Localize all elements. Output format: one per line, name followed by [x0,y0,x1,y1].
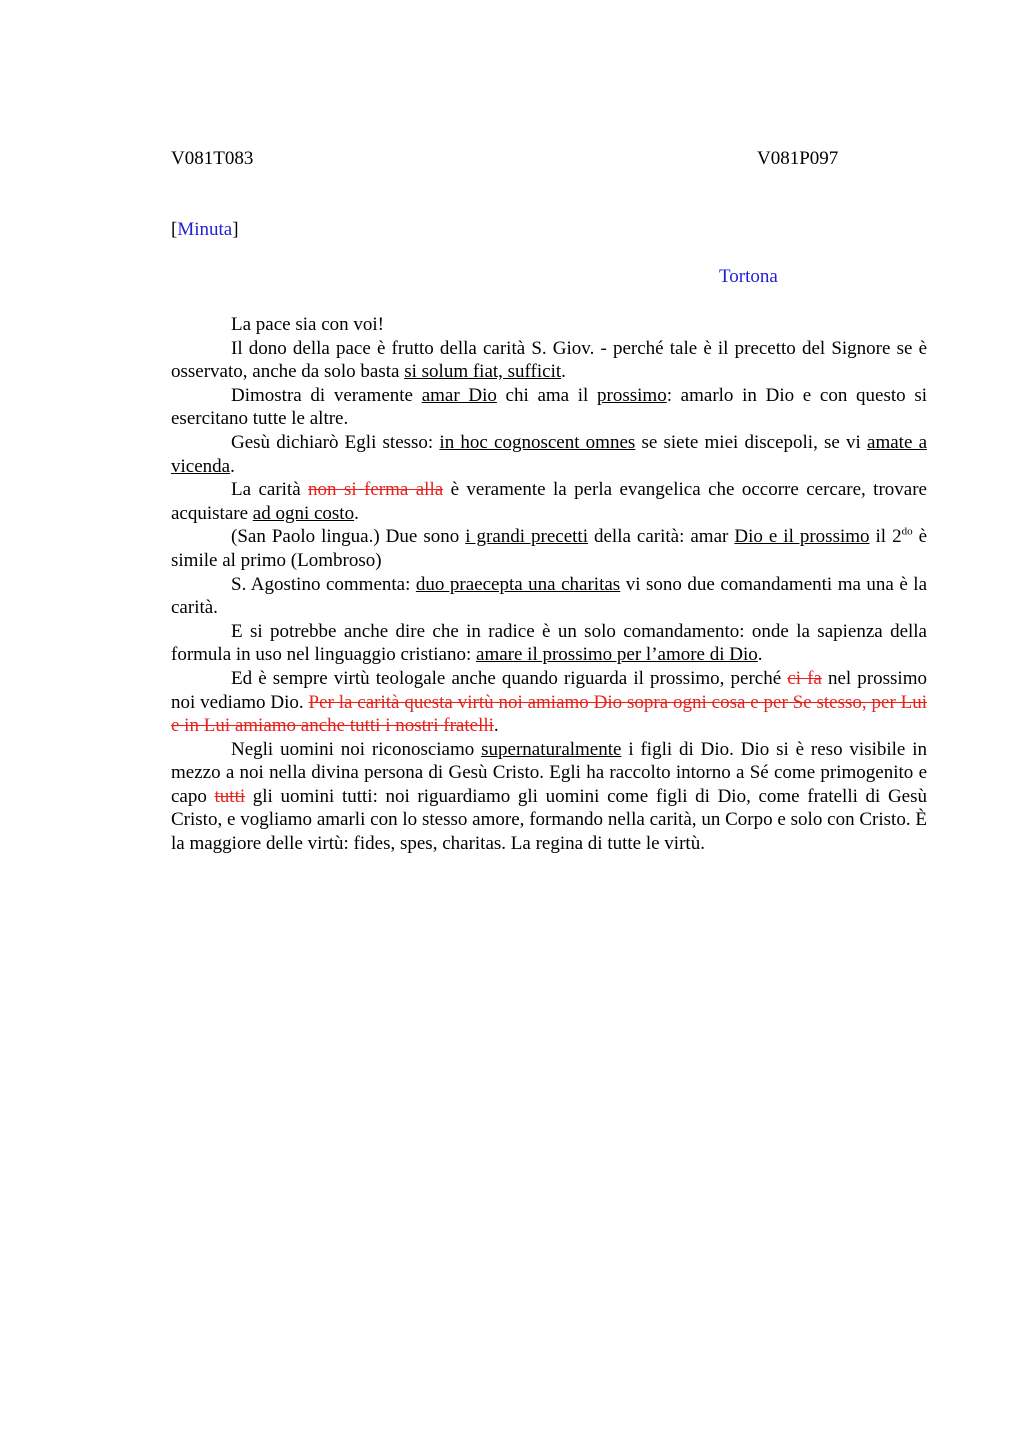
text-run: . [354,502,359,524]
superscript: do [901,526,913,539]
underlined-text: duo praecepta una charitas [415,573,621,595]
text-run: Negli uomini noi riconosciamo [231,738,482,760]
paragraph-9 [171,667,927,738]
paragraph-1 [171,313,927,337]
text-run: : amarlo in Dio e con questo si esercitano tutte le altre. [171,384,927,430]
bracket-open: [ [171,219,178,240]
underlined-text: ad ogni costo [252,502,355,524]
text-run: S. Agostino commenta: [231,573,416,595]
text-run: vi sono due comandamenti ma una è la carità. [171,573,928,619]
text-run: della carità: amar [588,526,735,548]
underlined-text: amare il prossimo per l’amore di Dio [476,644,758,666]
paragraph-10 [171,738,927,856]
underlined-text: si solum fiat, sufficit [404,361,562,383]
place-name: Tortona [719,266,778,287]
text-run: Gesù dichiarò Egli stesso: [231,431,440,453]
deleted-text: ci fa [787,667,822,689]
paragraph-5 [171,478,927,525]
text-run: . [230,455,235,477]
document-code-left: V081T083 [171,148,254,169]
document-body [171,313,927,856]
paragraph-7 [171,573,927,620]
text-run: E si potrebbe anche dire che in radice è un solo comandamento: onde la sapienza della formula in uso nel linguaggio cristiano: [171,620,927,666]
text-run: La pace sia con voi! [231,314,384,335]
text-run: gli uomini tutti: noi riguardiamo gli uomini come figli di Dio, come fratelli di Gesù Cristo, e vogliamo amarli con lo stesso amore, formando nella carità, un Corpo e solo con Cristo. È la maggiore delle virtù: fides, spes, charitas. La regina di tutte le virtù. [171,785,927,855]
deleted-text: Per la carità questa virtù noi amiamo Dio sopra ogni cosa e per Se stesso, per Lui e in Lui amiamo anche tutti i nostri fratelli [171,691,928,737]
text-run: . [561,361,566,383]
paragraph-4 [171,431,927,478]
deleted-text: tutti [214,785,246,807]
text-run: è veramente la perla evangelica che occorre cercare, trovare acquistare [171,479,927,524]
text-run: chi ama il [496,384,598,406]
text-run: . [757,644,763,666]
text-run: Ed è sempre virtù teologale anche quando riguarda il prossimo, perché [231,667,788,689]
paragraph-8 [171,620,927,667]
document-code-right: V081P097 [757,148,839,169]
bracket-close: ] [232,219,239,240]
deleted-text: non si ferma alla [308,479,444,501]
text-run: . [493,715,499,737]
text-run: nel prossimo noi vediamo Dio. [171,667,927,713]
text-run: La carità [231,479,309,501]
underlined-text: Dio e il prossimo [734,526,870,548]
underlined-text: amate a vicenda [171,431,927,477]
text-run: è simile al primo (Lombroso) [171,526,928,571]
text-run: i figli di Dio. Dio si è reso visibile in mezzo a noi nella divina persona di Gesù Cristo. Egli ha raccolto intorno a Sé come primogenito e capo [171,738,928,807]
draft-label [171,219,239,241]
underlined-text: in hoc cognoscent omnes [439,431,636,453]
paragraph-3 [171,384,927,431]
underlined-text: prossimo [597,384,667,406]
draft-label-text: Minuta [177,219,233,240]
underlined-text: amar Dio [421,384,497,406]
underlined-text: supernaturalmente [481,738,622,760]
paragraph-2 [171,337,927,384]
text-run: Il dono della pace è frutto della carità S. Giov. - perché tale è il precetto del Signore se è osservato, anche da solo basta [171,337,927,383]
text-run: se siete miei discepoli, se vi [635,431,868,453]
paragraph-6 [171,525,927,572]
underlined-text: i grandi precetti [465,526,588,548]
text-run: (San Paolo lingua.) Due sono [231,526,466,548]
text-run: il 2 [869,526,902,548]
text-run: Dimostra di veramente [231,384,422,406]
